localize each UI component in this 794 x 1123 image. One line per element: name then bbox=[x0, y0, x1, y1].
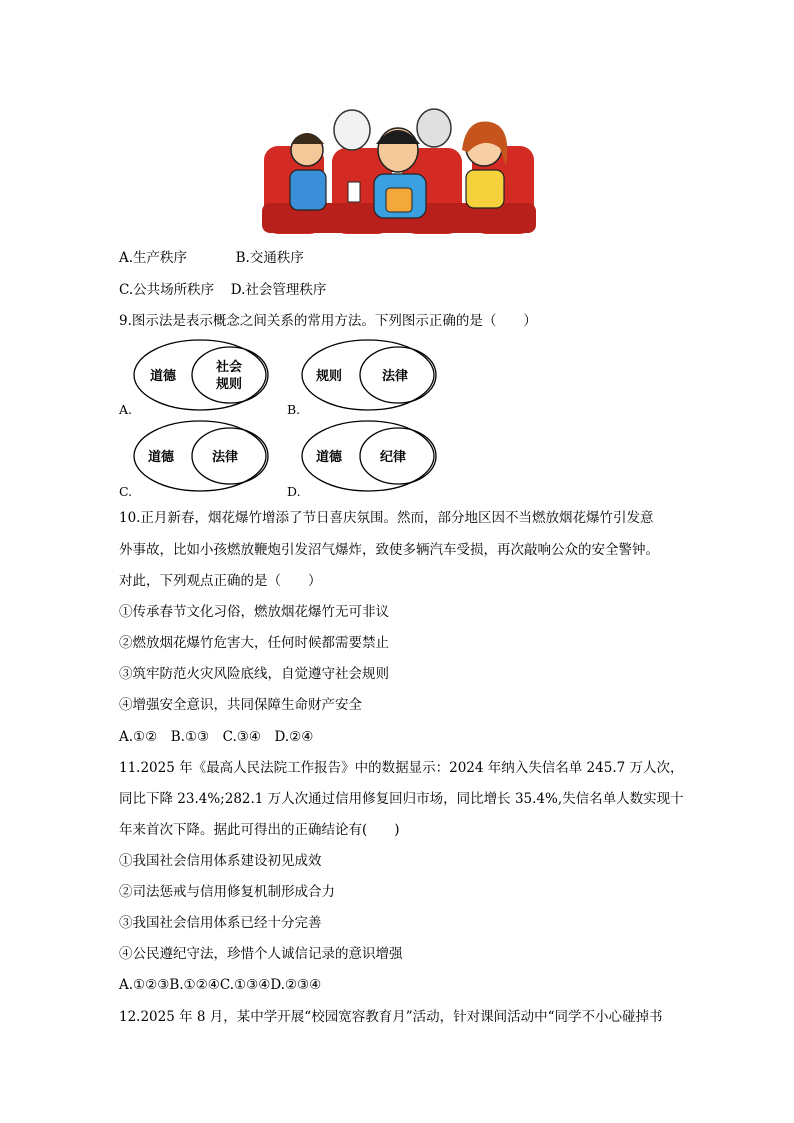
q11-options: A.①②③B.①②④C.①③④D.②③④ bbox=[119, 977, 322, 993]
q11-stem-line2: 同比下降 23.4%;282.1 万人次通过信用修复回归市场，同比增长 35.4%,失信名单人数实现十 bbox=[119, 791, 684, 807]
q10-item-4: ④增强安全意识，共同保障生命财产安全 bbox=[119, 697, 362, 713]
diagram-c-outer-label: 道德 bbox=[148, 450, 175, 465]
diagram-a bbox=[132, 338, 272, 416]
q9-stem: 9.图示法是表示概念之间关系的常用方法。下列图示正确的是（ ） bbox=[119, 313, 537, 329]
diagram-a-outer-label: 道德 bbox=[150, 369, 177, 384]
q10-stem-line1: 10.正月新春，烟花爆竹增添了节日喜庆氛围。然而，部分地区因不当燃放烟花爆竹引发意 bbox=[119, 510, 654, 526]
q8-options-row1 bbox=[119, 249, 304, 267]
q11-item-2: ②司法惩戒与信用修复机制形成合力 bbox=[119, 884, 335, 900]
diagram-d-outer-label: 道德 bbox=[316, 450, 343, 465]
q10-options: A.①② B.①③ C.③④ D.②④ bbox=[119, 729, 314, 745]
q10-stem-line3: 对此，下列观点正确的是（ ） bbox=[119, 573, 322, 589]
diagram-b-outer-label: 规则 bbox=[316, 369, 343, 384]
q8-option-a: A.生产秩序 bbox=[119, 250, 188, 266]
diagram-b-letter: B. bbox=[287, 402, 301, 417]
q10-item-3: ③筑牢防范火灾风险底线，自觉遵守社会规则 bbox=[119, 666, 389, 682]
q10-item-1: ①传承春节文化习俗，燃放烟花爆竹无可非议 bbox=[119, 604, 389, 620]
q12-stem-line1: 12.2025 年 8 月，某中学开展“校园宽容教育月”活动，针对课间活动中“同学不小心碰掉书 bbox=[119, 1009, 663, 1025]
q11-item-4: ④公民遵纪守法，珍惜个人诚信记录的意识增强 bbox=[119, 946, 403, 962]
diagram-d-inner-label: 纪律 bbox=[380, 450, 407, 465]
q8-option-b: B.交通秩序 bbox=[235, 250, 304, 266]
q11-item-3: ③我国社会信用体系已经十分完善 bbox=[119, 915, 322, 931]
diagram-c-letter: C. bbox=[119, 484, 133, 499]
diagram-b bbox=[300, 338, 440, 416]
q8-option-c: C.公共场所秩序 bbox=[119, 282, 215, 298]
q10-stem-line2: 外事故，比如小孩燃放鞭炮引发沼气爆炸，致使多辆汽车受损，再次敲响公众的安全警钟。 bbox=[119, 542, 659, 558]
diagram-a-inner-label-line2: 规则 bbox=[216, 377, 243, 392]
q11-item-1: ①我国社会信用体系建设初见成效 bbox=[119, 853, 322, 869]
cinema-audience-illustration bbox=[262, 108, 538, 236]
diagram-b-inner-label: 法律 bbox=[382, 369, 409, 384]
diagram-c bbox=[132, 418, 272, 496]
diagram-a-inner-label-line1: 社会 bbox=[216, 360, 243, 375]
diagram-d bbox=[300, 418, 440, 496]
cinema-audience-icon bbox=[262, 108, 538, 236]
q11-stem-line1: 11.2025 年《最高人民法院工作报告》中的数据显示：2024 年纳入失信名单 245.7 万人次， bbox=[119, 760, 684, 776]
q8-options-row2 bbox=[119, 281, 326, 299]
diagram-d-letter: D. bbox=[287, 484, 301, 499]
q8-option-d: D.社会管理秩序 bbox=[230, 282, 327, 298]
diagram-a-letter: A. bbox=[119, 402, 133, 417]
q10-item-2: ②燃放烟花爆竹危害大，任何时候都需要禁止 bbox=[119, 635, 389, 651]
diagram-c-inner-label: 法律 bbox=[212, 450, 239, 465]
q11-stem-line3: 年来首次下降。据此可得出的正确结论有( ) bbox=[119, 822, 400, 838]
